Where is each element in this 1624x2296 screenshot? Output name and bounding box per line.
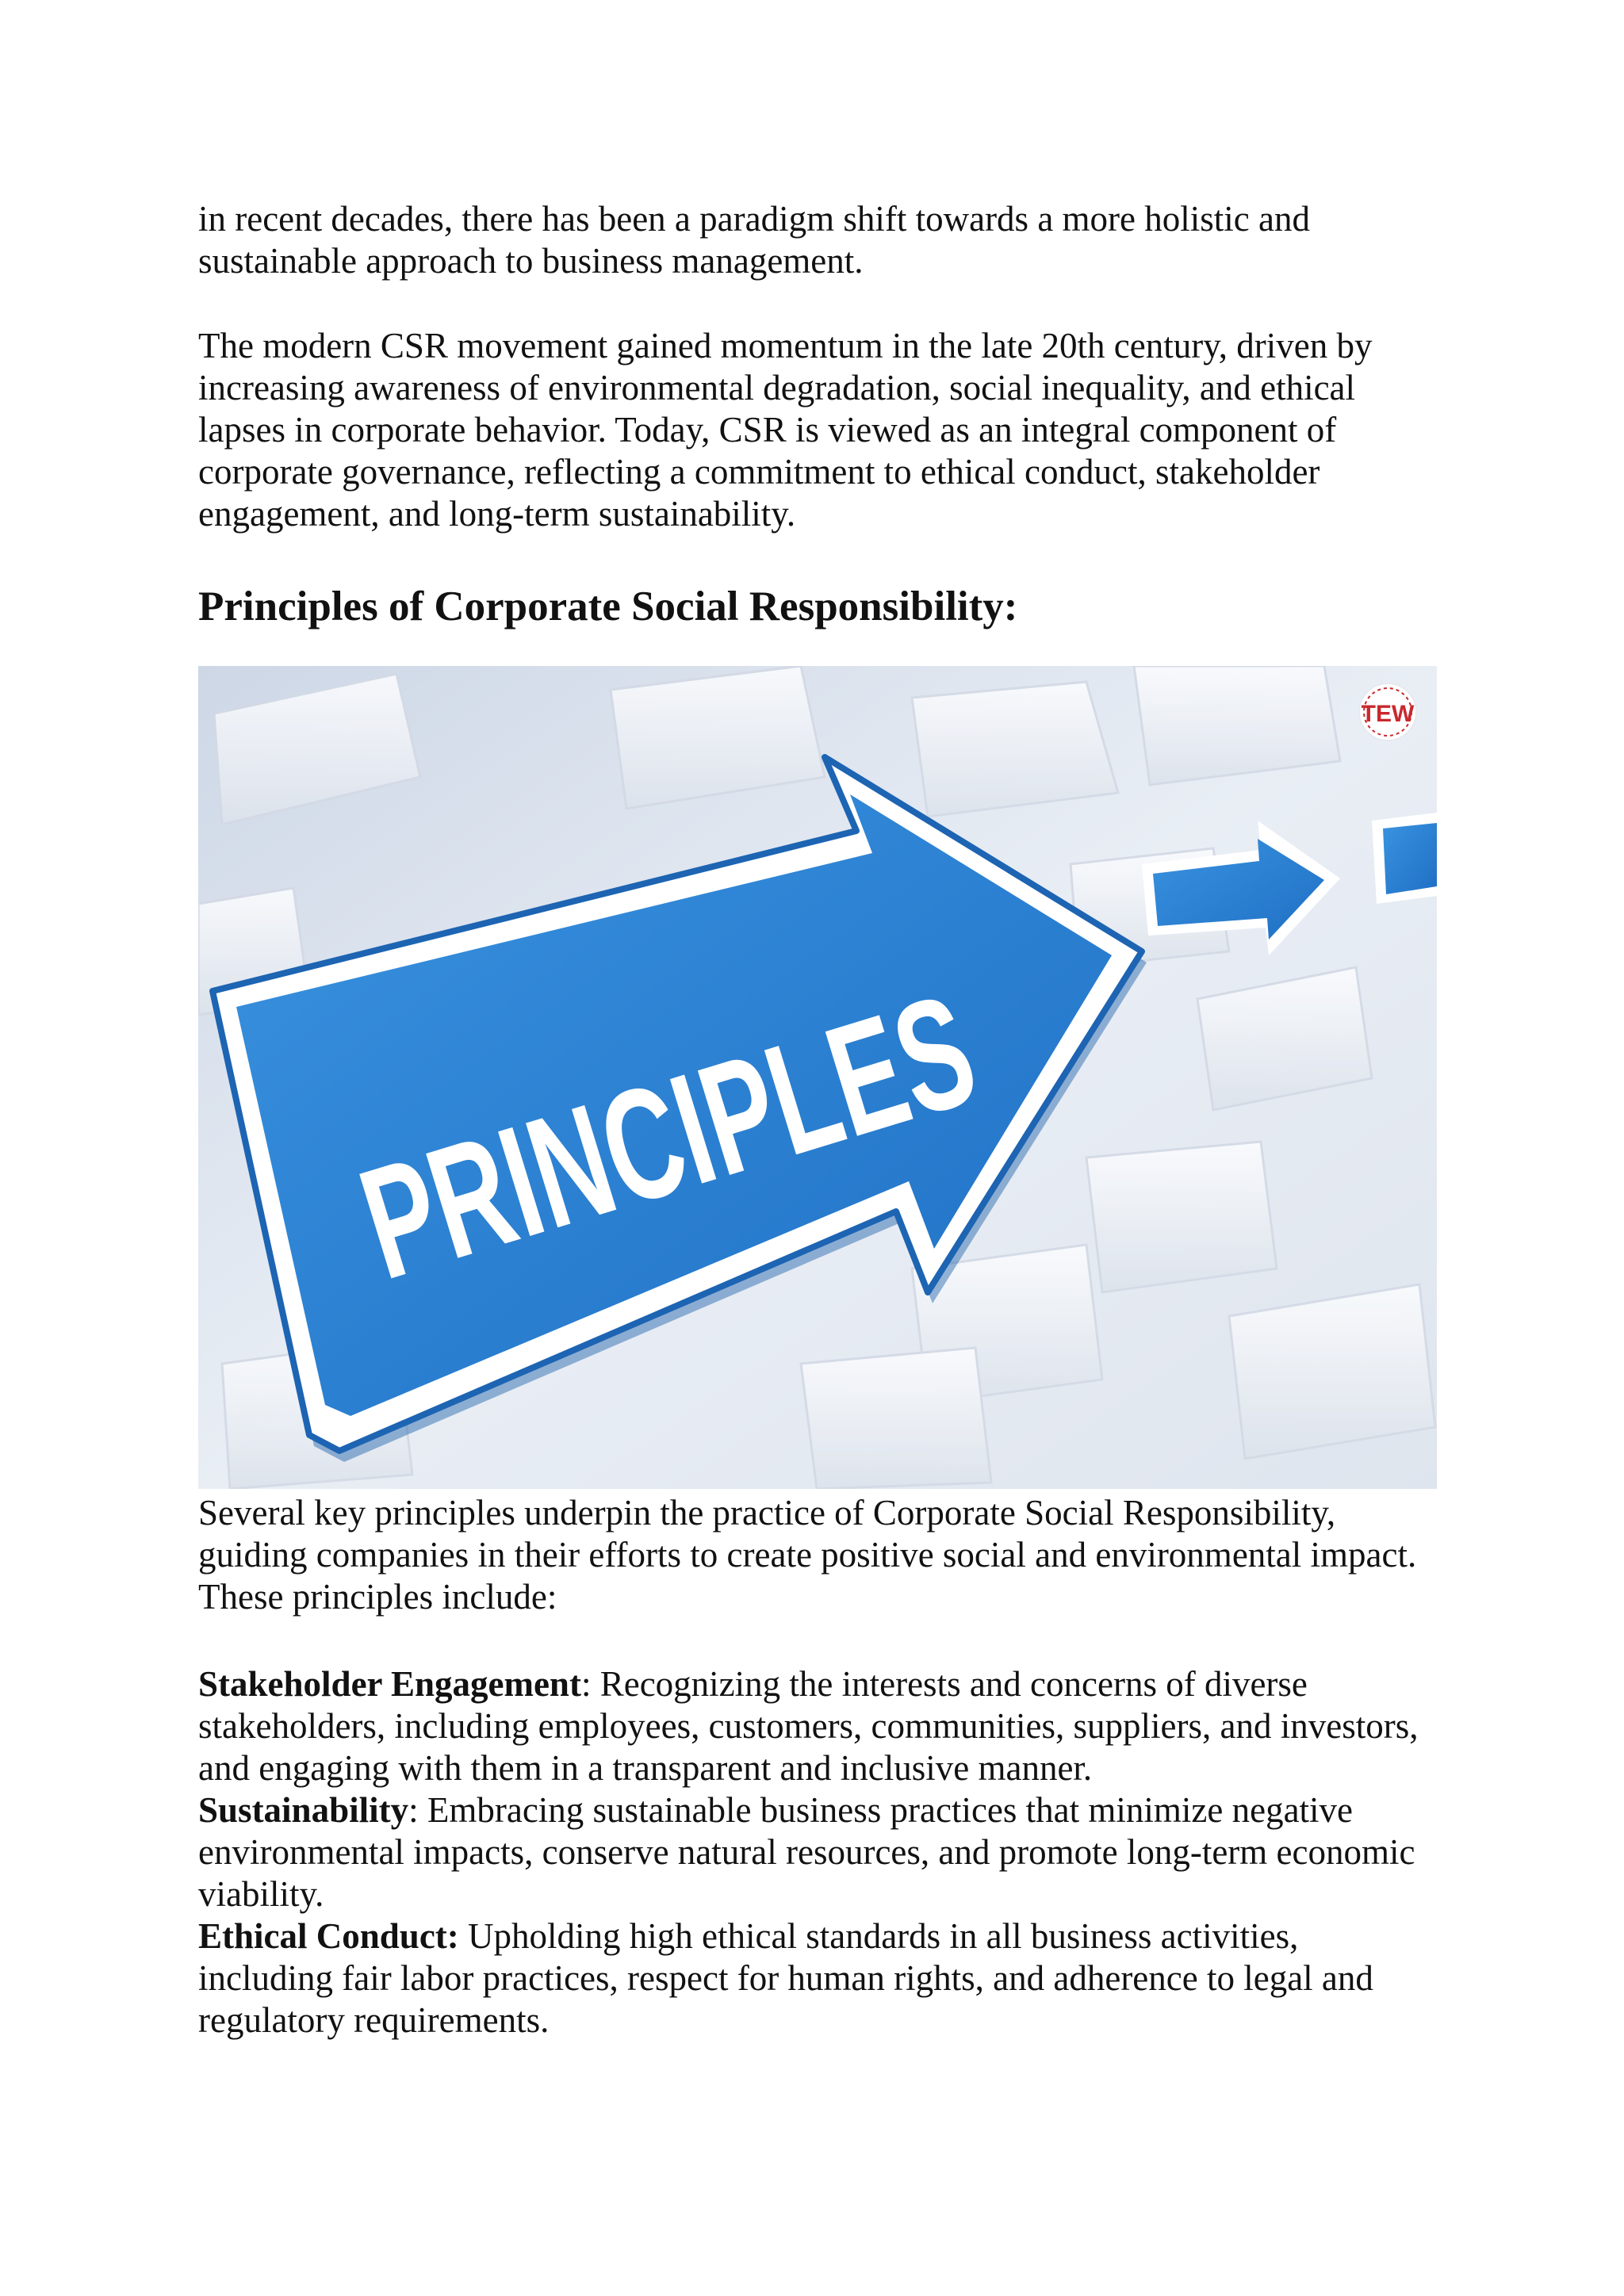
paragraph-intro: in recent decades, there has been a paradigm shift towards a more holistic and sustainable approach to business management. [198, 199, 1310, 281]
principle-description: Embracing sustainable business practices that minimize negative environmental impacts, conserve natural resources, and promote long-term economic viability. [198, 1790, 1415, 1914]
paragraph-history: The modern CSR movement gained momentum in the late 20th century, driven by increasing awareness of environmental degradation, social inequality, and ethical lapses in corporate behavior. Today, CSR is viewed as an integral component of corporate governance, reflecting a commitment to ethical conduct, stakeholder engagement, and long-term sustainability. [198, 326, 1373, 534]
principle-term: Sustainability [198, 1790, 409, 1830]
principle-term: Stakeholder Engagement [198, 1664, 581, 1704]
arrow-label: PRINCIPLES [343, 865, 1305, 1314]
principles-list [198, 1663, 1435, 2042]
principles-image [198, 666, 1437, 1489]
tew-logo-text: TEW [1361, 701, 1415, 727]
principle-sustainability [198, 1789, 1435, 1915]
section-heading: Principles of Corporate Social Responsibility: [198, 584, 1018, 629]
principle-separator: : [408, 1790, 419, 1830]
principle-stakeholder-engagement [198, 1663, 1435, 1789]
principle-separator: : [580, 1664, 592, 1704]
principle-term: Ethical Conduct: [198, 1916, 459, 1956]
principle-description: Upholding high ethical standards in all business activities, including fair labor practices, respect for human rights, and adherence to legal and regulatory requirements. [198, 1916, 1373, 2040]
principle-ethical-conduct [198, 1915, 1435, 2042]
principle-description: Recognizing the interests and concerns of diverse stakeholders, including employees, customers, communities, suppliers, and investors, and engaging with them in a transparent and inclusive manner. [198, 1664, 1419, 1788]
paragraph-principles-intro: Several key principles underpin the practice of Corporate Social Responsibility, guiding companies in their efforts to create positive social and environmental impact. These principles include: [198, 1493, 1417, 1617]
tew-logo [1359, 683, 1416, 740]
